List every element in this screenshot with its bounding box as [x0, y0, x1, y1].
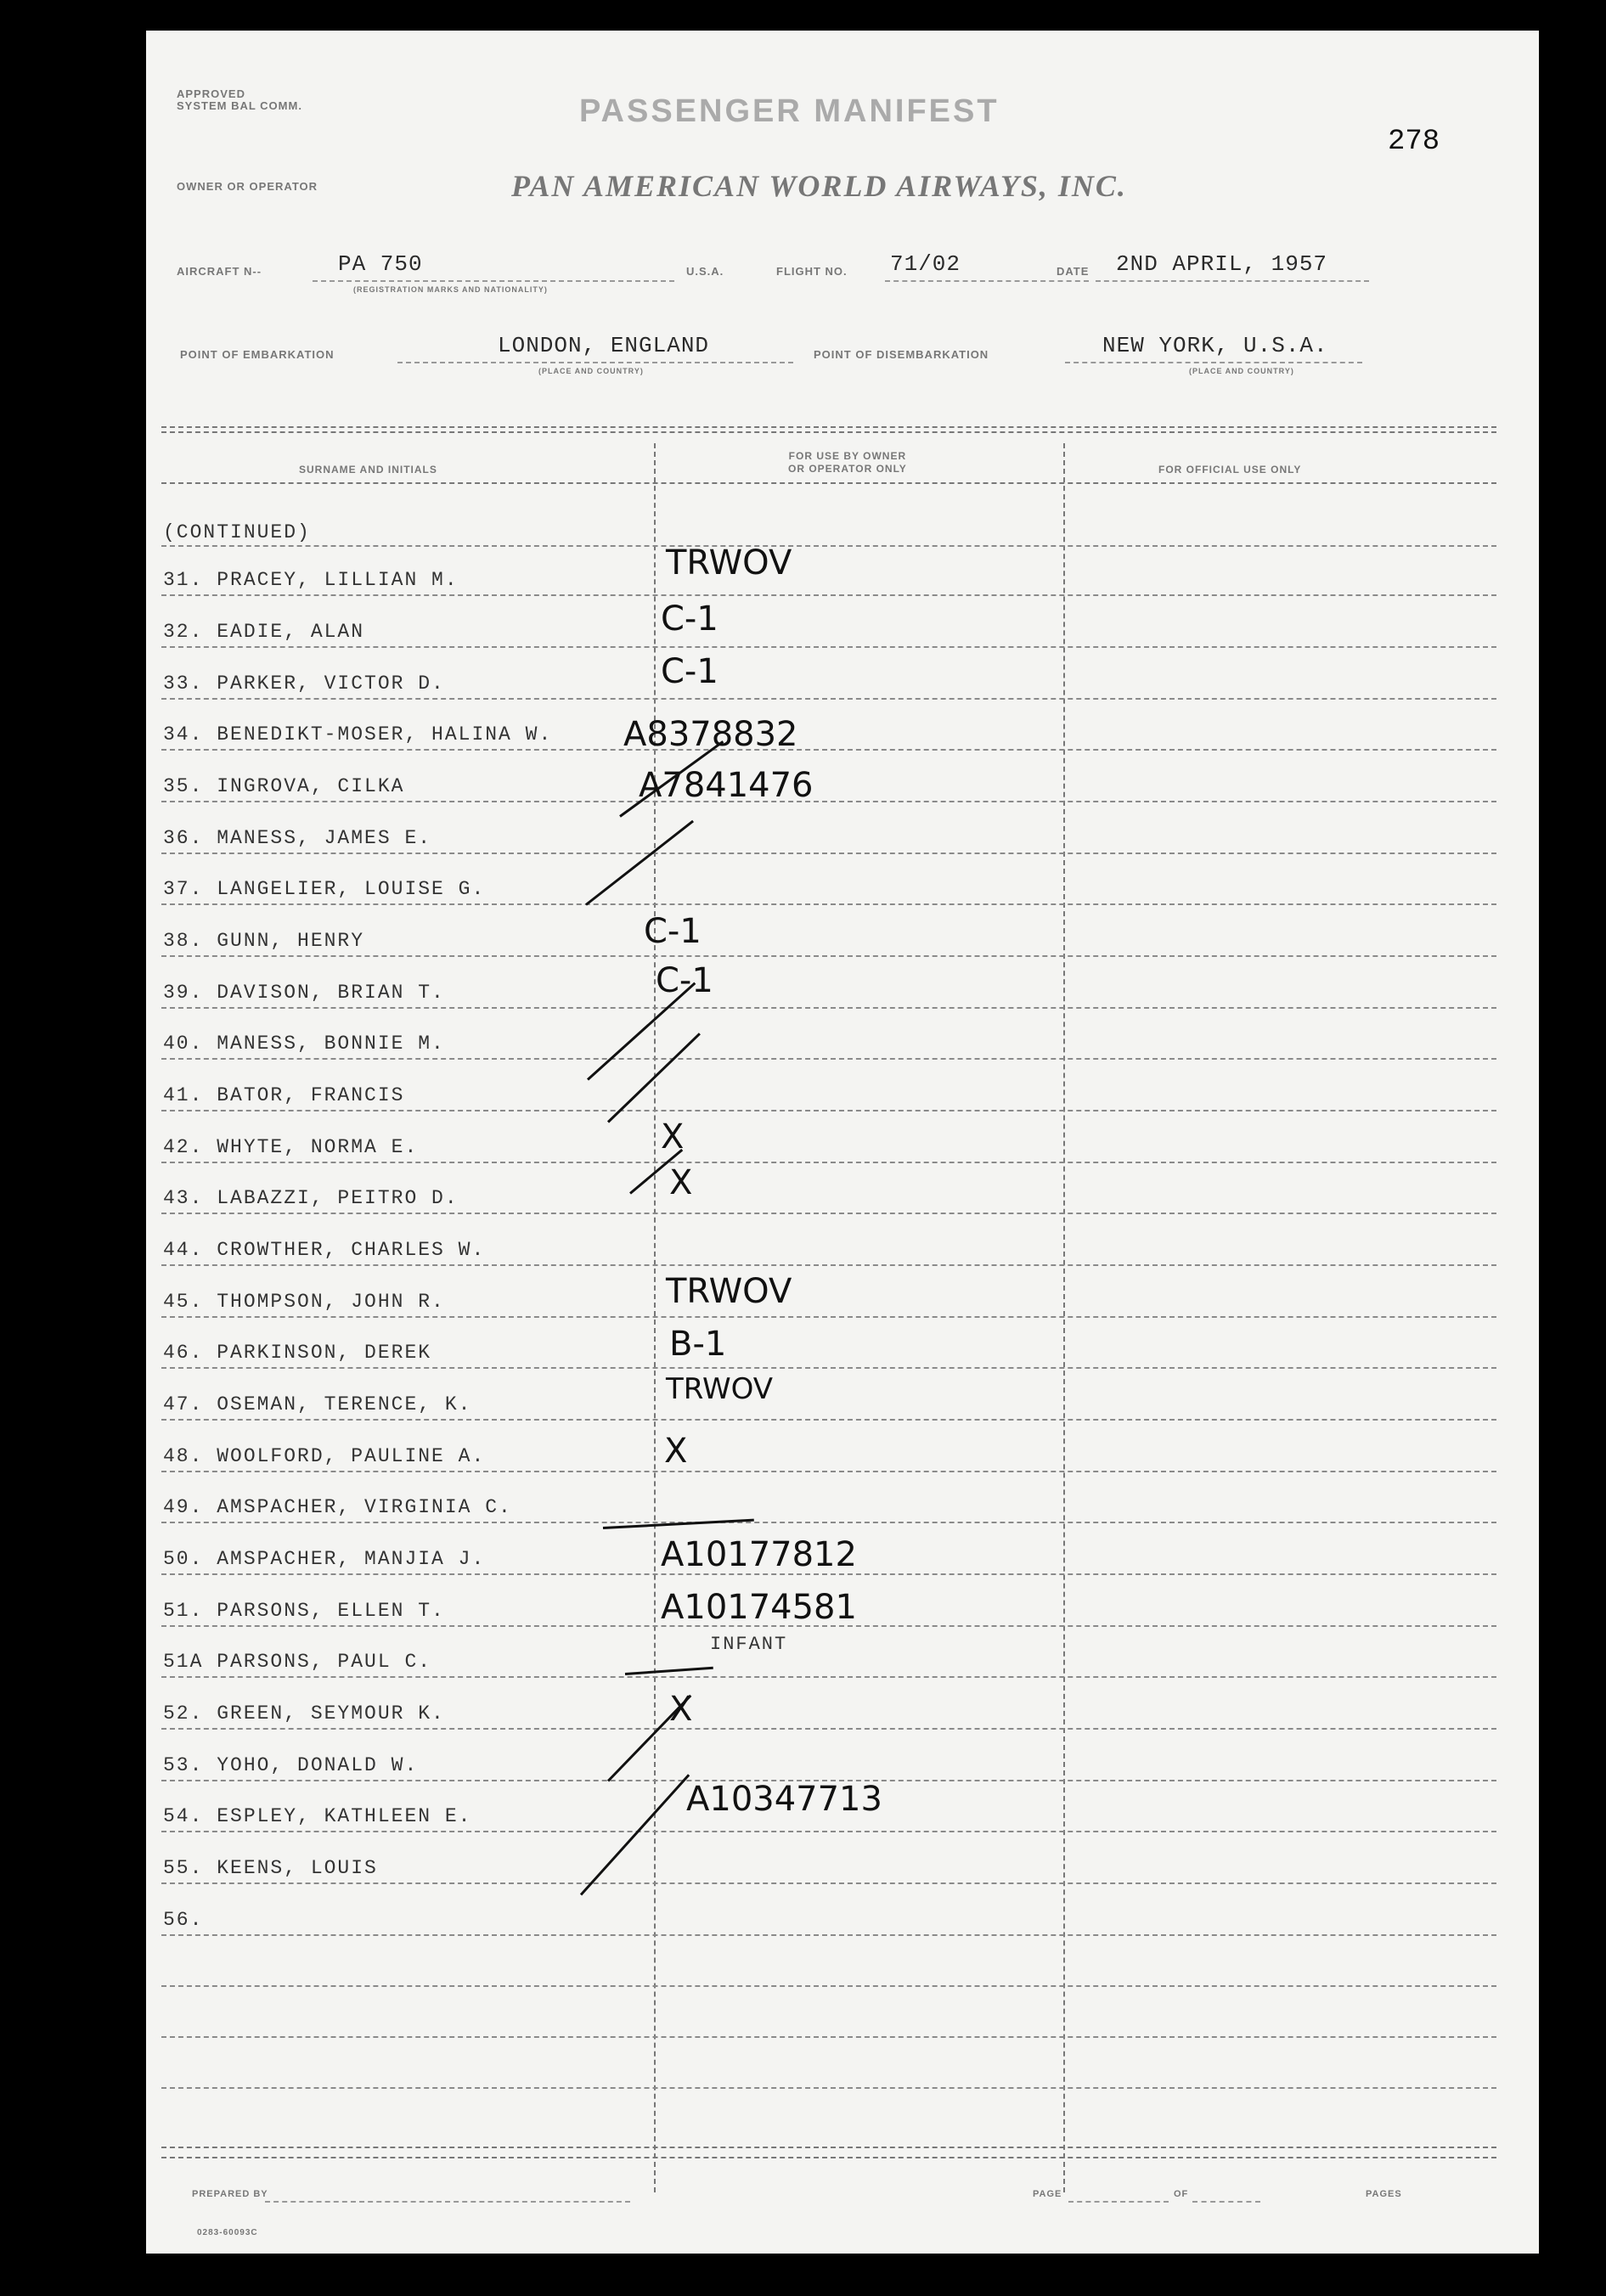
- passenger-row: 53. YOHO, DONALD W.: [163, 1754, 419, 1776]
- prepared-by-underline: [265, 2201, 630, 2203]
- owner-label: OWNER OR OPERATOR: [177, 180, 318, 193]
- row-line: [161, 545, 1496, 547]
- disembarkation-value: NEW YORK, U.S.A.: [1102, 333, 1328, 358]
- embarkation-underline: [397, 362, 793, 363]
- usa-label: U.S.A.: [686, 265, 724, 278]
- pen-line: [625, 1667, 713, 1675]
- row-line: [161, 2036, 1496, 2038]
- embarkation-label: POINT OF EMBARKATION: [180, 348, 335, 361]
- passenger-row: 37. LANGELIER, LOUISE G.: [163, 878, 486, 900]
- passenger-row: 51. PARSONS, ELLEN T.: [163, 1600, 445, 1622]
- pen-slash: [580, 1774, 690, 1895]
- passenger-row: 54. ESPLEY, KATHLEEN E.: [163, 1805, 472, 1827]
- row-line: [161, 1162, 1496, 1163]
- table-bottom-border-1: [161, 2147, 1496, 2148]
- row-line: [161, 1882, 1496, 1884]
- page-number: 278: [1388, 126, 1440, 158]
- passenger-row: 51A PARSONS, PAUL C.: [163, 1651, 432, 1673]
- row-line: [161, 1213, 1496, 1214]
- passenger-row: 40. MANESS, BONNIE M.: [163, 1033, 445, 1055]
- note-33: C-1: [661, 652, 718, 691]
- of-underline: [1192, 2201, 1260, 2203]
- disembarkation-label: POINT OF DISEMBARKATION: [814, 348, 989, 361]
- disembarkation-sublabel: (PLACE AND COUNTRY): [1189, 367, 1294, 375]
- passenger-row: 31. PRACEY, LILLIAN M.: [163, 569, 459, 591]
- row-line: [161, 698, 1496, 700]
- note-46: B-1: [669, 1325, 727, 1364]
- note-51: A10174581: [661, 1588, 857, 1627]
- passenger-row: 50. AMSPACHER, MANJIA J.: [163, 1548, 486, 1570]
- table-top-border-1: [161, 426, 1496, 428]
- header-bottom-border: [161, 482, 1496, 484]
- row-line: [161, 1367, 1496, 1369]
- owner-column-line-2: OR OPERATOR ONLY: [788, 463, 907, 475]
- pen-slash: [587, 982, 696, 1081]
- passenger-row: 48. WOOLFORD, PAULINE A.: [163, 1445, 486, 1467]
- prepared-by-label: PREPARED BY: [192, 2189, 268, 2199]
- note-31: TRWOV: [666, 543, 792, 582]
- note-54: A10347713: [686, 1780, 882, 1819]
- passenger-row: 49. AMSPACHER, VIRGINIA C.: [163, 1496, 512, 1518]
- row-line: [161, 1522, 1496, 1523]
- column-divider-1: [654, 443, 656, 2192]
- row-line: [161, 1007, 1496, 1009]
- pen-slash: [607, 1695, 691, 1782]
- passenger-row: 41. BATOR, FRANCIS: [163, 1084, 405, 1106]
- passenger-row: 56.: [163, 1909, 204, 1931]
- note-34: A8378832: [623, 715, 798, 754]
- passenger-row: 43. LABAZZI, PEITRO D.: [163, 1187, 459, 1209]
- row-line: [161, 646, 1496, 648]
- note-45: TRWOV: [666, 1272, 792, 1311]
- approved-line-1: APPROVED: [177, 87, 245, 100]
- column-divider-2: [1063, 443, 1065, 2192]
- row-line: [161, 1985, 1496, 1987]
- aircraft-underline: [313, 280, 674, 282]
- note-51a: INFANT: [710, 1634, 788, 1655]
- continued-label: (CONTINUED): [163, 521, 311, 543]
- form-title: PASSENGER MANIFEST: [579, 93, 1000, 129]
- note-52: X: [669, 1690, 693, 1729]
- company-name: PAN AMERICAN WORLD AIRWAYS, INC.: [511, 169, 1127, 203]
- embarkation-value: LONDON, ENGLAND: [498, 333, 710, 358]
- note-47: TRWOV: [666, 1372, 774, 1406]
- row-line: [161, 1264, 1496, 1266]
- row-line: [161, 955, 1496, 957]
- flight-label: FLIGHT NO.: [776, 265, 848, 278]
- note-32: C-1: [661, 599, 718, 639]
- row-line: [161, 1316, 1496, 1318]
- passenger-row: 44. CROWTHER, CHARLES W.: [163, 1239, 486, 1261]
- passenger-row: 55. KEENS, LOUIS: [163, 1857, 378, 1879]
- note-48: X: [664, 1432, 688, 1471]
- flight-underline: [885, 280, 1089, 282]
- passenger-row: 42. WHYTE, NORMA E.: [163, 1136, 419, 1158]
- note-39: C-1: [656, 961, 713, 1000]
- row-line: [161, 1110, 1496, 1111]
- column-header-official: FOR OFFICIAL USE ONLY: [1158, 464, 1302, 476]
- column-header-owner: [788, 450, 907, 476]
- column-header-surname: SURNAME AND INITIALS: [299, 464, 437, 476]
- row-line: [161, 1728, 1496, 1730]
- passenger-row: 33. PARKER, VICTOR D.: [163, 672, 445, 695]
- note-35: A7841476: [639, 766, 814, 805]
- table-top-border-2: [161, 431, 1496, 433]
- of-label: OF: [1174, 2189, 1189, 2199]
- pages-label: PAGES: [1366, 2189, 1402, 2199]
- note-38: C-1: [644, 912, 702, 951]
- row-line: [161, 594, 1496, 596]
- aircraft-label: AIRCRAFT N--: [177, 265, 262, 278]
- passenger-row: 32. EADIE, ALAN: [163, 621, 365, 643]
- passenger-row: 45. THOMPSON, JOHN R.: [163, 1291, 445, 1313]
- aircraft-value: PA 750: [338, 251, 423, 277]
- passenger-row: 47. OSEMAN, TERENCE, K.: [163, 1393, 472, 1415]
- row-line: [161, 1419, 1496, 1421]
- table-bottom-border-2: [161, 2157, 1496, 2158]
- row-line: [161, 903, 1496, 905]
- passenger-row: 39. DAVISON, BRIAN T.: [163, 982, 445, 1004]
- passenger-row: 52. GREEN, SEYMOUR K.: [163, 1702, 445, 1725]
- manifest-sheet: [146, 31, 1539, 2254]
- passenger-row: 34. BENEDIKT-MOSER, HALINA W.: [163, 723, 553, 746]
- row-line: [161, 2087, 1496, 2089]
- page-underline: [1068, 2201, 1169, 2203]
- pen-slash: [585, 820, 694, 906]
- date-value: 2ND APRIL, 1957: [1116, 251, 1328, 277]
- note-42: X: [661, 1117, 685, 1156]
- page-label: PAGE: [1033, 2189, 1062, 2199]
- row-line: [161, 801, 1496, 802]
- row-line: [161, 1831, 1496, 1832]
- row-line: [161, 1471, 1496, 1472]
- date-label: DATE: [1057, 265, 1090, 278]
- passenger-row: 36. MANESS, JAMES E.: [163, 827, 432, 849]
- row-line: [161, 1058, 1496, 1060]
- passenger-row: 35. INGROVA, CILKA: [163, 775, 405, 797]
- note-43: X: [669, 1163, 693, 1202]
- form-number: 0283-60093C: [197, 2228, 258, 2237]
- passenger-row: 38. GUNN, HENRY: [163, 930, 365, 952]
- date-underline: [1096, 280, 1369, 282]
- aircraft-sublabel: (REGISTRATION MARKS AND NATIONALITY): [353, 285, 548, 294]
- disembarkation-underline: [1065, 362, 1362, 363]
- approved-stamp: [177, 88, 302, 112]
- row-line: [161, 1676, 1496, 1678]
- pen-line: [603, 1519, 754, 1529]
- flight-value: 71/02: [890, 251, 961, 277]
- row-line: [161, 1934, 1496, 1936]
- approved-line-2: SYSTEM BAL COMM.: [177, 99, 302, 112]
- owner-column-line-1: FOR USE BY OWNER: [788, 450, 907, 462]
- passenger-row: 46. PARKINSON, DEREK: [163, 1342, 432, 1364]
- row-line: [161, 853, 1496, 854]
- embarkation-sublabel: (PLACE AND COUNTRY): [538, 367, 644, 375]
- row-line: [161, 749, 1496, 751]
- note-50: A10177812: [661, 1535, 857, 1574]
